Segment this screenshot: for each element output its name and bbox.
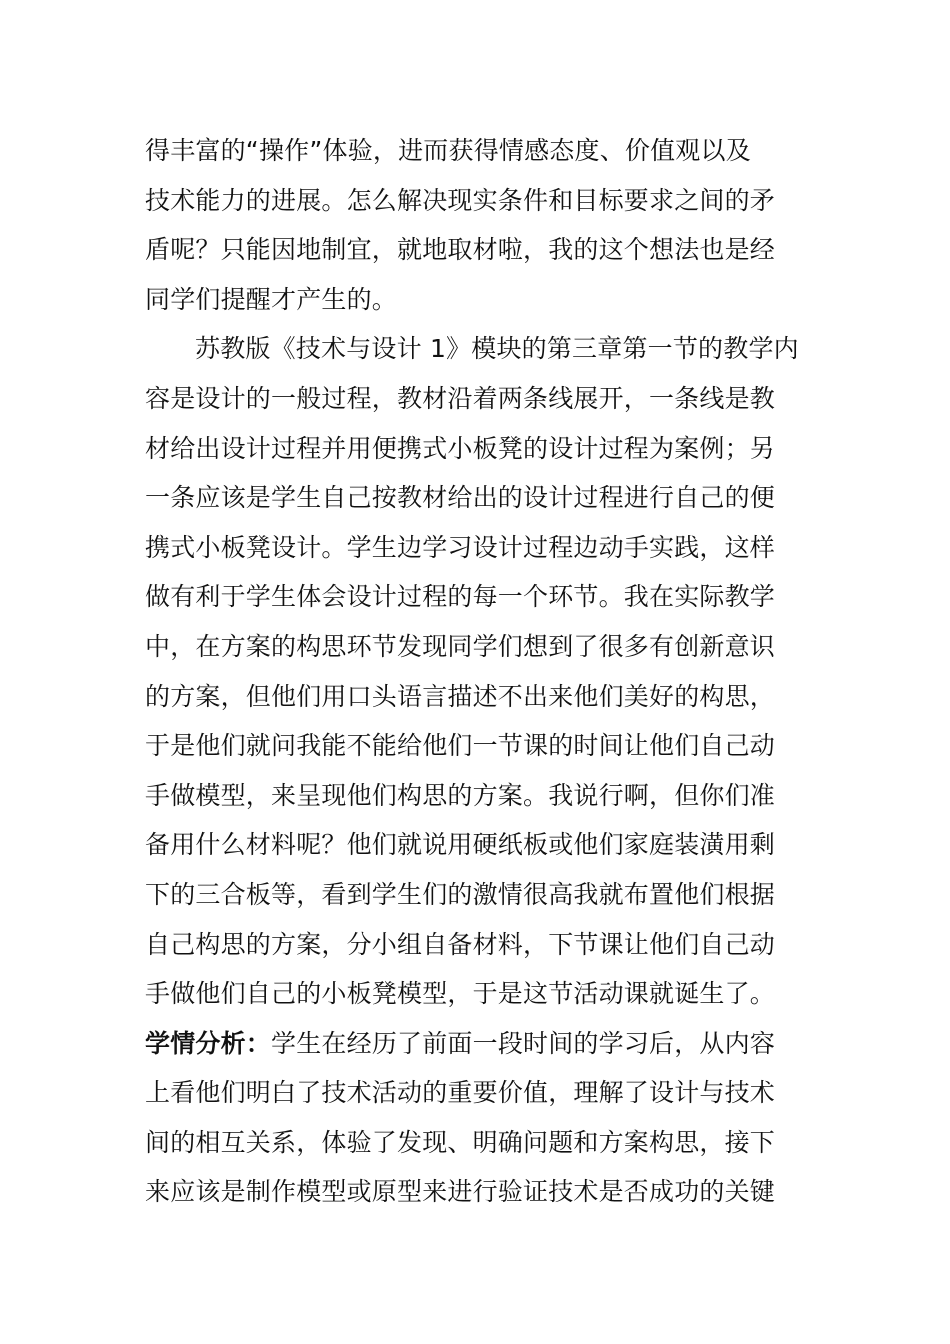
text-line: 备用什么材料呢？他们就说用硬纸板或他们家庭装潢用剩: [145, 830, 776, 860]
text-line: 容是设计的一般过程，教材沿着两条线展开，一条线是教: [145, 383, 776, 413]
text-line: 技术能力的进展。怎么解决现实条件和目标要求之间的矛: [145, 185, 776, 215]
text-line: 手做他们自己的小板凳模型，于是这节活动课就诞生了。: [145, 979, 776, 1009]
section-text: 学生在经历了前面一段时间的学习后，从内容: [271, 1028, 776, 1058]
text-line: 得丰富的“操作”体验，进而获得情感态度、价值观以及: [145, 136, 751, 165]
text-line: 间的相互关系，体验了发现、明确问题和方案构思，接下: [145, 1127, 776, 1157]
text-line: 一条应该是学生自己按教材给出的设计过程进行自己的便: [145, 483, 776, 513]
text-line: 手做模型，来呈现他们构思的方案。我说行啊，但你们准: [145, 780, 776, 810]
text-line: 中，在方案的构思环节发现同学们想到了很多有创新意识: [145, 631, 776, 661]
text-line: 上看他们明白了技术活动的重要价值，理解了设计与技术: [145, 1078, 776, 1108]
text-line: 于是他们就问我能不能给他们一节课的时间让他们自己动: [145, 731, 776, 761]
paragraph-first-line: 苏教版《技术与设计 1》模块的第三章第一节的教学内: [195, 334, 799, 364]
text-line: 材给出设计过程并用便携式小板凳的设计过程为案例；另: [145, 433, 776, 463]
text-line: 做有利于学生体会设计过程的每一个环节。我在实际教学: [145, 582, 776, 612]
text-line: 的方案，但他们用口头语言描述不出来他们美好的构思，: [145, 681, 776, 711]
text-line: 下的三合板等，看到学生们的激情很高我就布置他们根据: [145, 879, 776, 909]
section-heading: 学情分析：: [145, 1028, 272, 1058]
text-line: 携式小板凳设计。学生边学习设计过程边动手实践，这样: [145, 532, 776, 562]
text-line: 盾呢？只能因地制宜，就地取材啦，我的这个想法也是经: [145, 235, 776, 265]
document-page: [145, 126, 810, 1217]
text-line: 来应该是制作模型或原型来进行验证技术是否成功的关键: [145, 1177, 776, 1207]
text-line: 同学们提醒才产生的。: [145, 284, 398, 314]
text-line: 自己构思的方案，分小组自备材料，下节课让他们自己动: [145, 929, 776, 959]
section-line: [145, 1019, 810, 1069]
